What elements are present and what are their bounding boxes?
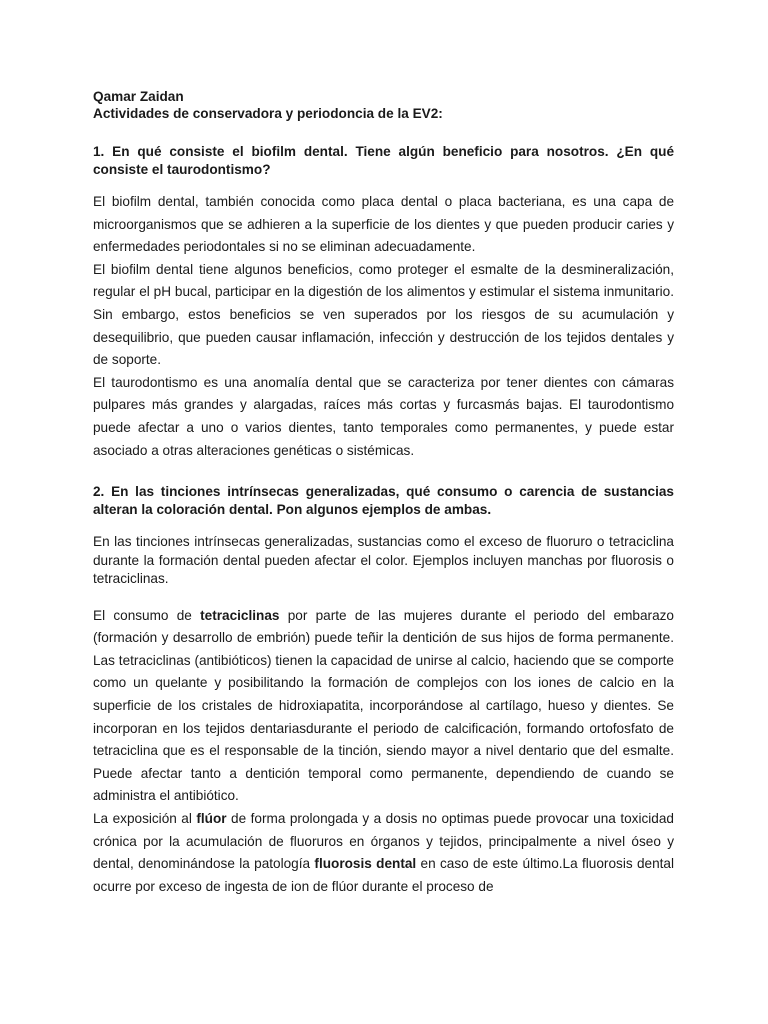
fluoride-term: flúor: [196, 810, 227, 826]
fluoride-intro: La exposición al: [93, 810, 197, 826]
fluorosis-term: fluorosis dental: [314, 856, 417, 872]
tetracycline-paragraph: [93, 605, 674, 808]
document-subtitle: Actividades de conservadora y periodoncia de la EV2:: [93, 106, 443, 121]
tetracycline-body: por parte de las mujeres durante el periodo del embarazo (formación y desarrollo de embrión) puede teñir la dentición de sus hijos de forma permanente. Las tetraciclinas (antibióticos) tienen la capacidad de unirse al calcio, haciendo que se comporte como un quelante y posibilitando la formación de complejos con los iones de calcio en la superficie de los cristales de hidroxiapatita, incorporándose al cartílago, hueso y dientes. Se incorporan en los tejidos dentariasdurante el periodo de calcificación, formando ortofosfato de tetraciclina que es el responsable de la tinción, siendo mayor a nivel dentario que del esmalte. Puede afectar tanto a dentición temporal como permanente, dependiendo de cuando se administra el antibiótico.: [93, 607, 674, 804]
biofilm-definition-paragraph: El biofilm dental, también conocida como placa dental o placa bacteriana, es una capa de microorganismos que se adhieren a la superficie de los dientes y que pueden producir caries y enfermedades periodontales si no se eliminan adecuadamente.: [93, 194, 674, 255]
answer-2-detail: [93, 605, 674, 899]
tetracycline-term: tetraciclinas: [200, 607, 280, 623]
answer-1: [93, 191, 674, 462]
author-name: Qamar Zaidan: [93, 89, 184, 104]
document-page: [93, 88, 674, 898]
staining-summary-paragraph: En las tinciones intrínsecas generalizadas, sustancias como el exceso de fluoruro o tetraciclina durante la formación dental pueden afectar el color. Ejemplos incluyen manchas por fluorosis o tetraciclinas.: [93, 534, 674, 587]
fluoride-ending: en caso de este último.La fluorosis dental ocurre por exceso de ingesta de ion de flúor durante el proceso de: [93, 856, 675, 894]
question-1: 1. En qué consiste el biofilm dental. Tiene algún beneficio para nosotros. ¿En qué consiste el taurodontismo?: [93, 144, 674, 177]
question-2: 2. En las tinciones intrínsecas generalizadas, qué consumo o carencia de sustancias alteran la coloración dental. Pon algunos ejemplos de ambas.: [93, 484, 674, 518]
biofilm-benefits-paragraph: El biofilm dental tiene algunos beneficios, como proteger el esmalte de la desmineralización, regular el pH bucal, participar en la digestión de los alimentos y estimular el sistema inmunitario. Sin embargo, estos beneficios se ven superados por los riesgos de su acumulación y desequilibrio, que pueden causar inflamación, infección y destrucción de los tejidos dentales y de soporte.: [93, 261, 674, 368]
tetracycline-intro: El consumo de: [93, 607, 201, 623]
taurodontism-paragraph: El taurodontismo es una anomalía dental que se caracteriza por tener dientes con cámaras pulpares más grandes y alargadas, raíces más cortas y furcasmás bajas. El taurodontismo puede afectar a uno o varios dientes, tanto temporales como permanentes, y puede estar asociado a otras alteraciones genéticas o sistémicas.: [93, 374, 674, 458]
fluoride-body: de forma prolongada y a dosis no optimas puede provocar una toxicidad crónica por la acumulación de fluoruros en órganos y tejidos, principalmente a nivel óseo y dental, denominándose la patología: [93, 810, 674, 872]
fluoride-paragraph: [93, 808, 674, 898]
